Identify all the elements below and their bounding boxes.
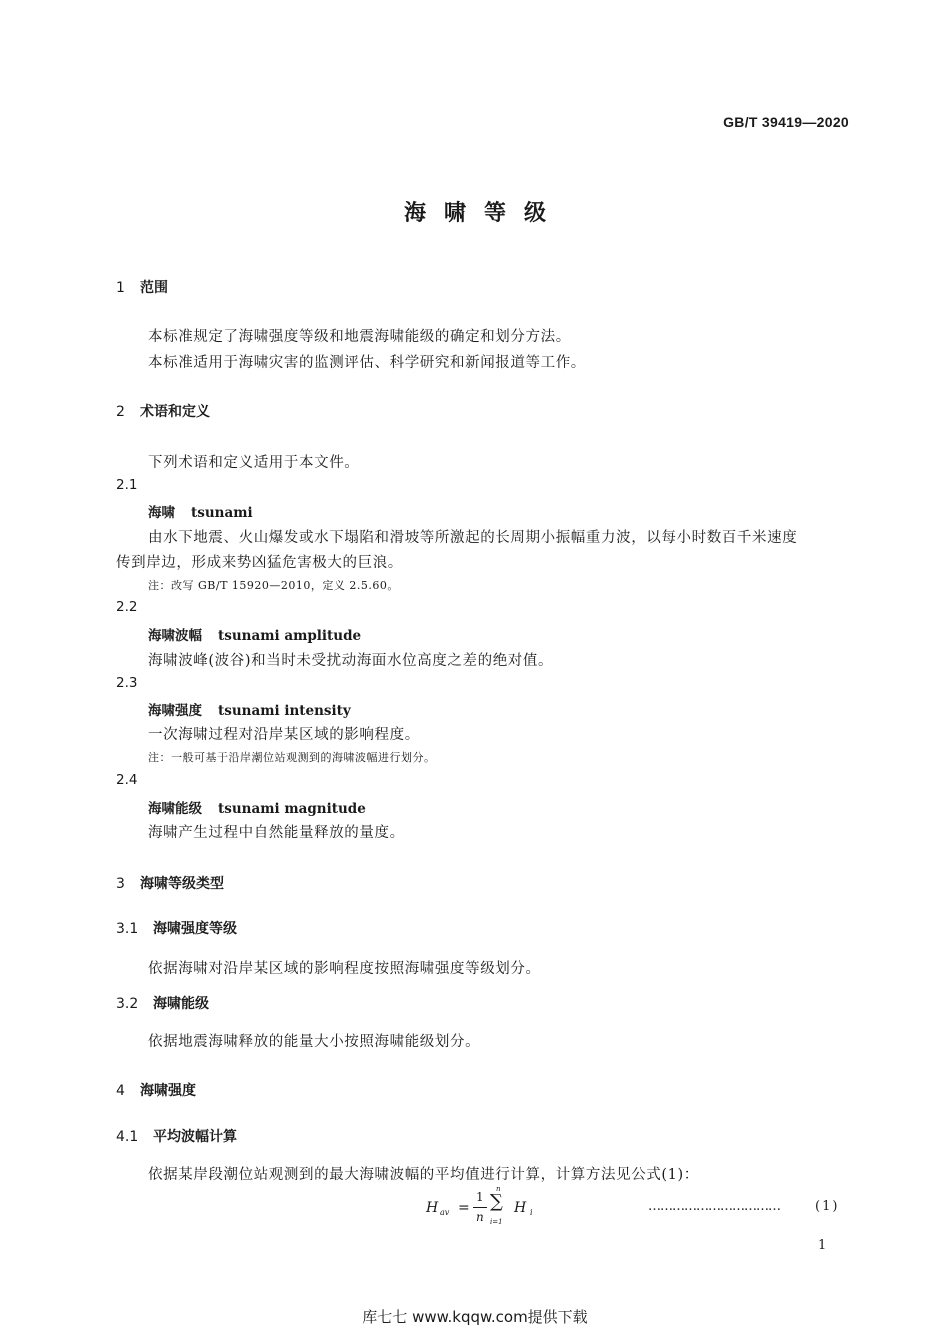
- term-cn: 海啸强度: [148, 703, 202, 719]
- term-en: tsunami magnitude: [218, 801, 366, 817]
- formula-denominator: n: [476, 1210, 484, 1224]
- section-4-heading: [116, 1080, 196, 1100]
- section-1-heading: [116, 277, 168, 297]
- section-3-1-heading: [116, 918, 237, 938]
- term-cn: 海啸: [148, 505, 175, 521]
- paragraph: 本标准适用于海啸灾害的监测评估、科学研究和新闻报道等工作。: [148, 355, 586, 371]
- term-en: tsunami intensity: [218, 703, 351, 719]
- paragraph: 依据海啸对沿岸某区域的影响程度按照海啸强度等级划分。: [148, 961, 541, 977]
- note: 注：改写 GB/T 15920—2010，定义 2.5.60。: [148, 579, 399, 592]
- section-title: 范围: [140, 280, 168, 296]
- paragraph: 本标准规定了海啸强度等级和地震海啸能级的确定和划分方法。: [148, 329, 571, 345]
- paragraph: 依据地震海啸释放的能量大小按照海啸能级划分。: [148, 1034, 481, 1050]
- term-number: 2.2: [116, 599, 138, 615]
- term-heading: [148, 624, 361, 644]
- formula-lhs-subscript: av: [440, 1208, 450, 1217]
- section-4-1-heading: [116, 1126, 237, 1146]
- section-2-heading: [116, 401, 210, 421]
- formula-label: (1): [815, 1199, 840, 1214]
- term-en: tsunami: [191, 505, 253, 521]
- definition: 海啸产生过程中自然能量释放的量度。: [148, 825, 405, 841]
- paragraph: 下列术语和定义适用于本文件。: [148, 455, 360, 471]
- page-number: 1: [818, 1238, 827, 1253]
- section-3-heading: [116, 873, 224, 893]
- section-title: 海啸强度: [140, 1083, 196, 1099]
- section-number: 3.1: [116, 921, 139, 937]
- note: 注：一般可基于沿岸潮位站观测到的海啸波幅进行划分。: [148, 751, 436, 764]
- formula-term: H: [514, 1200, 527, 1216]
- section-number: 3.2: [116, 996, 139, 1012]
- term-cn: 海啸波幅: [148, 628, 202, 644]
- section-number: 1: [116, 280, 125, 296]
- definition: 一次海啸过程对沿岸某区域的影响程度。: [148, 727, 420, 743]
- fraction-bar: [473, 1207, 487, 1208]
- formula-sum-top: n: [496, 1185, 501, 1193]
- standard-number: GB/T 39419—2020: [723, 114, 849, 130]
- section-number: 2: [116, 404, 125, 420]
- section-title: 海啸等级类型: [140, 876, 224, 892]
- term-number: 2.3: [116, 675, 138, 691]
- definition: 海啸波峰(波谷)和当时未受扰动海面水位高度之差的绝对值。: [148, 653, 554, 669]
- section-number: 4.1: [116, 1129, 139, 1145]
- section-3-2-heading: [116, 993, 209, 1013]
- formula-term-subscript: i: [530, 1208, 533, 1217]
- term-heading: [148, 699, 351, 719]
- term-heading: [148, 797, 366, 817]
- term-en: tsunami amplitude: [218, 628, 362, 644]
- formula-equals: =: [458, 1200, 470, 1216]
- page-title: 海啸等级: [403, 201, 564, 226]
- formula-lhs: H: [426, 1200, 439, 1216]
- paragraph: 依据某岸段潮位站观测到的最大海啸波幅的平均值进行计算，计算方法见公式(1)：: [148, 1167, 699, 1183]
- section-number: 4: [116, 1083, 125, 1099]
- footer-download-note: 库七七 www.kqqw.com提供下载: [362, 1308, 588, 1326]
- formula-numerator: 1: [476, 1190, 484, 1204]
- formula-leader: ……………………………: [648, 1199, 780, 1214]
- section-title: 术语和定义: [140, 404, 210, 420]
- section-number: 3: [116, 876, 125, 892]
- definition: 由水下地震、火山爆发或水下塌陷和滑坡等所激起的长周期小振幅重力波，以每小时数百千米速度: [148, 530, 798, 546]
- term-number: 2.4: [116, 772, 138, 788]
- definition: 传到岸边，形成来势凶猛危害极大的巨浪。: [116, 555, 403, 571]
- term-cn: 海啸能级: [148, 801, 202, 817]
- term-heading: [148, 501, 253, 521]
- formula-sum-bottom: i=1: [490, 1218, 503, 1226]
- section-title: 平均波幅计算: [153, 1129, 237, 1145]
- section-title: 海啸强度等级: [153, 921, 237, 937]
- term-number: 2.1: [116, 477, 138, 493]
- sum-icon: ∑: [490, 1191, 503, 1212]
- section-title: 海啸能级: [153, 996, 209, 1012]
